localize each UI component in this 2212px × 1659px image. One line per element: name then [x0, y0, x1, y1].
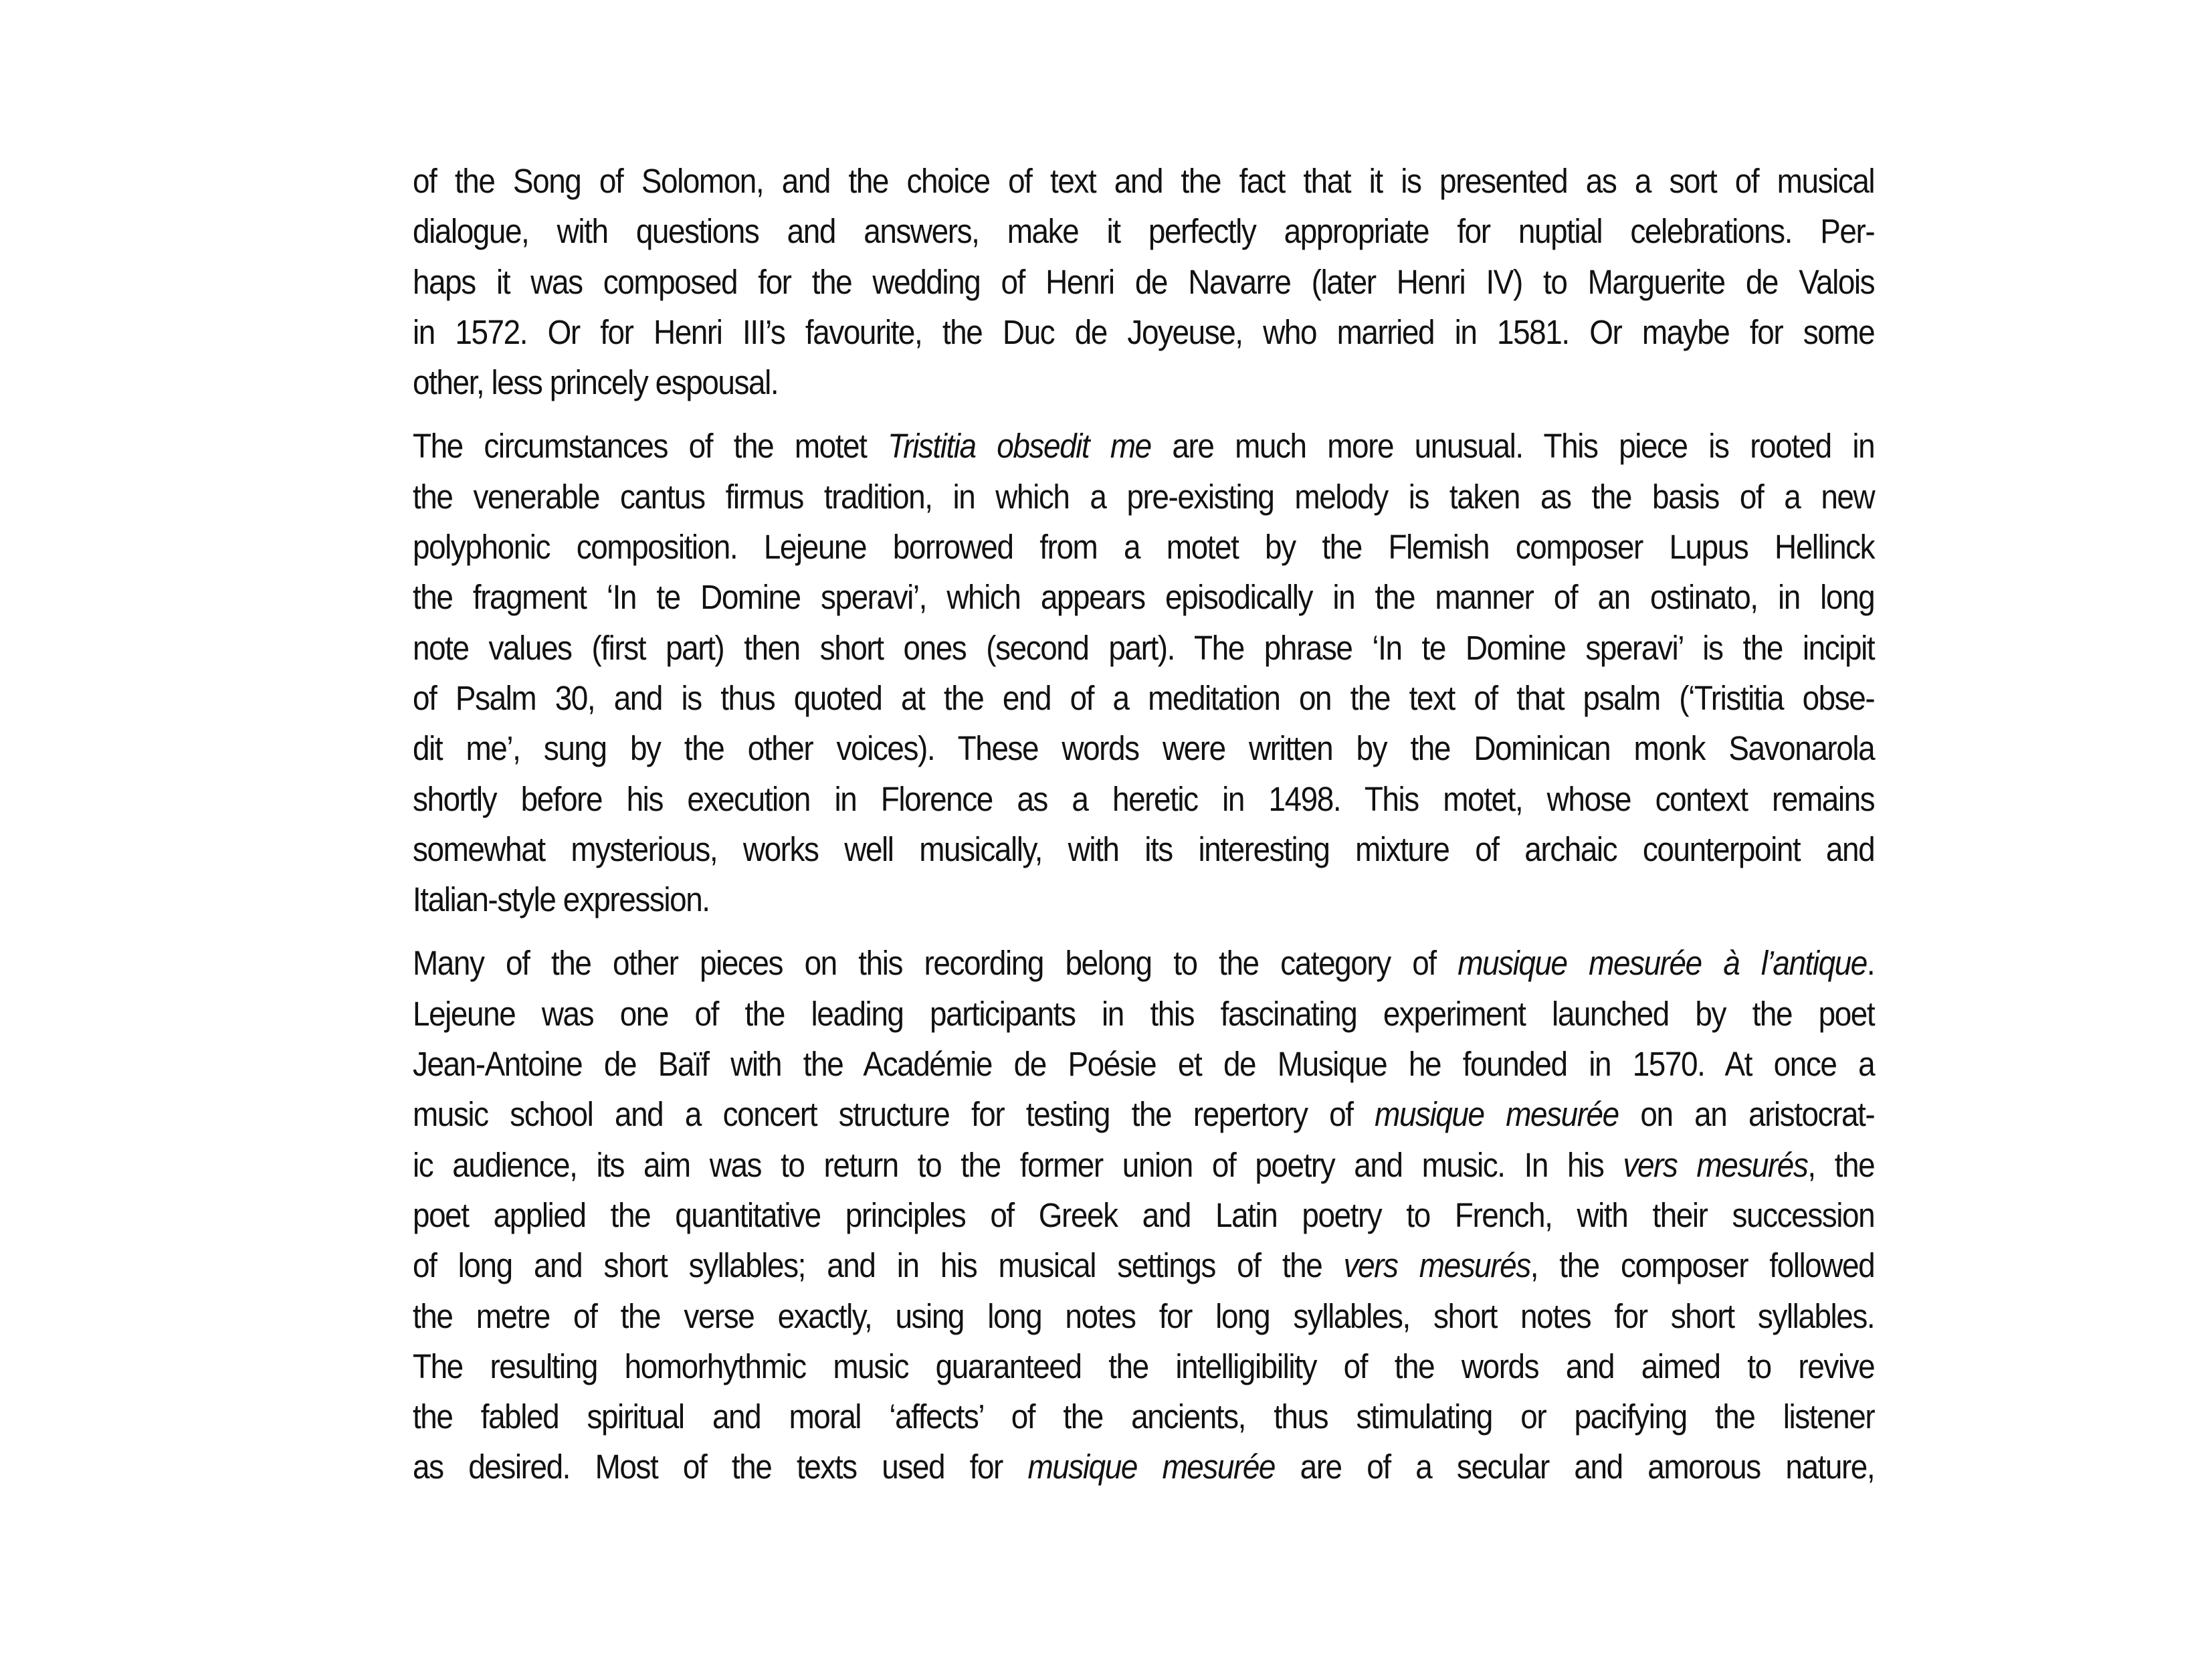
- text-line: [413, 1190, 1874, 1240]
- text-run: are much more unusual. This piece is rooted in: [1150, 427, 1875, 466]
- text-line: [413, 572, 1874, 622]
- italic-text: musique mesurée: [1027, 1448, 1276, 1486]
- text-run: on an aristocrat-: [1618, 1095, 1875, 1134]
- text-run: music school and a concert structure for testing the repertory of: [413, 1095, 1375, 1134]
- text-run: polyphonic composition. Lejeune borrowed from a motet by the Flemish composer Lupus Hellinck: [413, 528, 1875, 567]
- paragraph: [413, 421, 1874, 924]
- text-line: [413, 357, 1874, 407]
- paragraph: [413, 156, 1874, 407]
- text-run: Italian-style expression.: [413, 880, 710, 919]
- text-line: [413, 522, 1874, 572]
- text-run: of Psalm 30, and is thus quoted at the end of a meditation on the text of that psalm (‘Tristitia obse-: [413, 678, 1875, 717]
- text-run: , the composer followed: [1530, 1246, 1875, 1285]
- text-run: of long and short syllables; and in his musical settings of the: [413, 1246, 1344, 1285]
- text-line: [413, 673, 1874, 723]
- text-line: [413, 723, 1874, 773]
- text-run: , the: [1807, 1145, 1875, 1184]
- text-run: the metre of the verse exactly, using long notes for long syllables, short notes for short syllables.: [413, 1296, 1875, 1335]
- text-run: Lejeune was one of the leading participants in this fascinating experiment launched by the poet: [413, 994, 1875, 1033]
- text-run: are of a secular and amorous nature,: [1275, 1448, 1875, 1486]
- text-line: [413, 1391, 1874, 1442]
- text-line: [413, 472, 1874, 522]
- italic-text: musique mesurée: [1375, 1095, 1619, 1134]
- text-line: [413, 989, 1874, 1039]
- text-run: .: [1866, 944, 1875, 983]
- text-line: [413, 874, 1874, 924]
- italic-text: vers mesurés: [1343, 1246, 1530, 1285]
- text-line: [413, 421, 1874, 471]
- text-run: as desired. Most of the texts used for: [413, 1448, 1028, 1486]
- text-run: haps it was composed for the wedding of Henri de Navarre (later Henri IV) to Marguerite de Valois: [413, 262, 1875, 301]
- text-line: [413, 1039, 1874, 1089]
- text-run: dit me’, sung by the other voices). These words were written by the Dominican monk Savonarola: [413, 729, 1875, 768]
- text-line: [413, 206, 1874, 256]
- paragraph: [413, 938, 1874, 1492]
- text-run: dialogue, with questions and answers, make it perfectly appropriate for nuptial celebrations. Per-: [413, 212, 1875, 251]
- text-run: The resulting homorhythmic music guaranteed the intelligibility of the words and aimed to revive: [413, 1347, 1875, 1385]
- italic-text: vers mesurés: [1623, 1145, 1808, 1184]
- text-run: Many of the other pieces on this recording belong to the category of: [413, 944, 1458, 983]
- text-line: [413, 257, 1874, 307]
- text-line: [413, 1140, 1874, 1190]
- text-run: other, less princely espousal.: [413, 363, 779, 402]
- text-run: in 1572. Or for Henri III’s favourite, the Duc de Joyeuse, who married in 1581. Or maybe for some: [413, 312, 1875, 351]
- text-line: [413, 1442, 1874, 1492]
- text-line: [413, 1341, 1874, 1391]
- text-line: [413, 774, 1874, 824]
- text-line: [413, 623, 1874, 673]
- text-line: [413, 1291, 1874, 1341]
- text-line: [413, 824, 1874, 874]
- text-run: ic audience, its aim was to return to the former union of poetry and music. In his: [413, 1145, 1623, 1184]
- text-run: poet applied the quantitative principles of Greek and Latin poetry to French, with their succession: [413, 1195, 1875, 1234]
- text-run: the fabled spiritual and moral ‘affects’ of the ancients, thus stimulating or pacifying the listener: [413, 1397, 1875, 1436]
- text-line: [413, 1089, 1874, 1139]
- text-run: note values (first part) then short ones (second part). The phrase ‘In te Domine speravi’ is the incipit: [413, 628, 1875, 667]
- italic-text: Tristitia obsedit me: [888, 427, 1151, 466]
- text-line: [413, 156, 1874, 206]
- text-run: The circumstances of the motet: [413, 427, 888, 466]
- text-run: of the Song of Solomon, and the choice of text and the fact that it is presented as a sort of musical: [413, 162, 1875, 200]
- text-line: [413, 307, 1874, 357]
- text-run: the fragment ‘In te Domine speravi’, which appears episodically in the manner of an ostinato, in long: [413, 578, 1875, 617]
- text-run: Jean-Antoine de Baïf with the Académie de Poésie et de Musique he founded in 1570. At once a: [413, 1045, 1875, 1084]
- body-text: [413, 156, 1874, 1506]
- text-run: shortly before his execution in Florence as a heretic in 1498. This motet, whose context remains: [413, 779, 1875, 818]
- text-run: somewhat mysterious, works well musically, with its interesting mixture of archaic counterpoint and: [413, 830, 1875, 868]
- text-line: [413, 1240, 1874, 1290]
- text-run: the venerable cantus firmus tradition, in which a pre-existing melody is taken as the basis of a new: [413, 477, 1875, 516]
- text-line: [413, 938, 1874, 988]
- italic-text: musique mesurée à l’antique: [1457, 944, 1867, 983]
